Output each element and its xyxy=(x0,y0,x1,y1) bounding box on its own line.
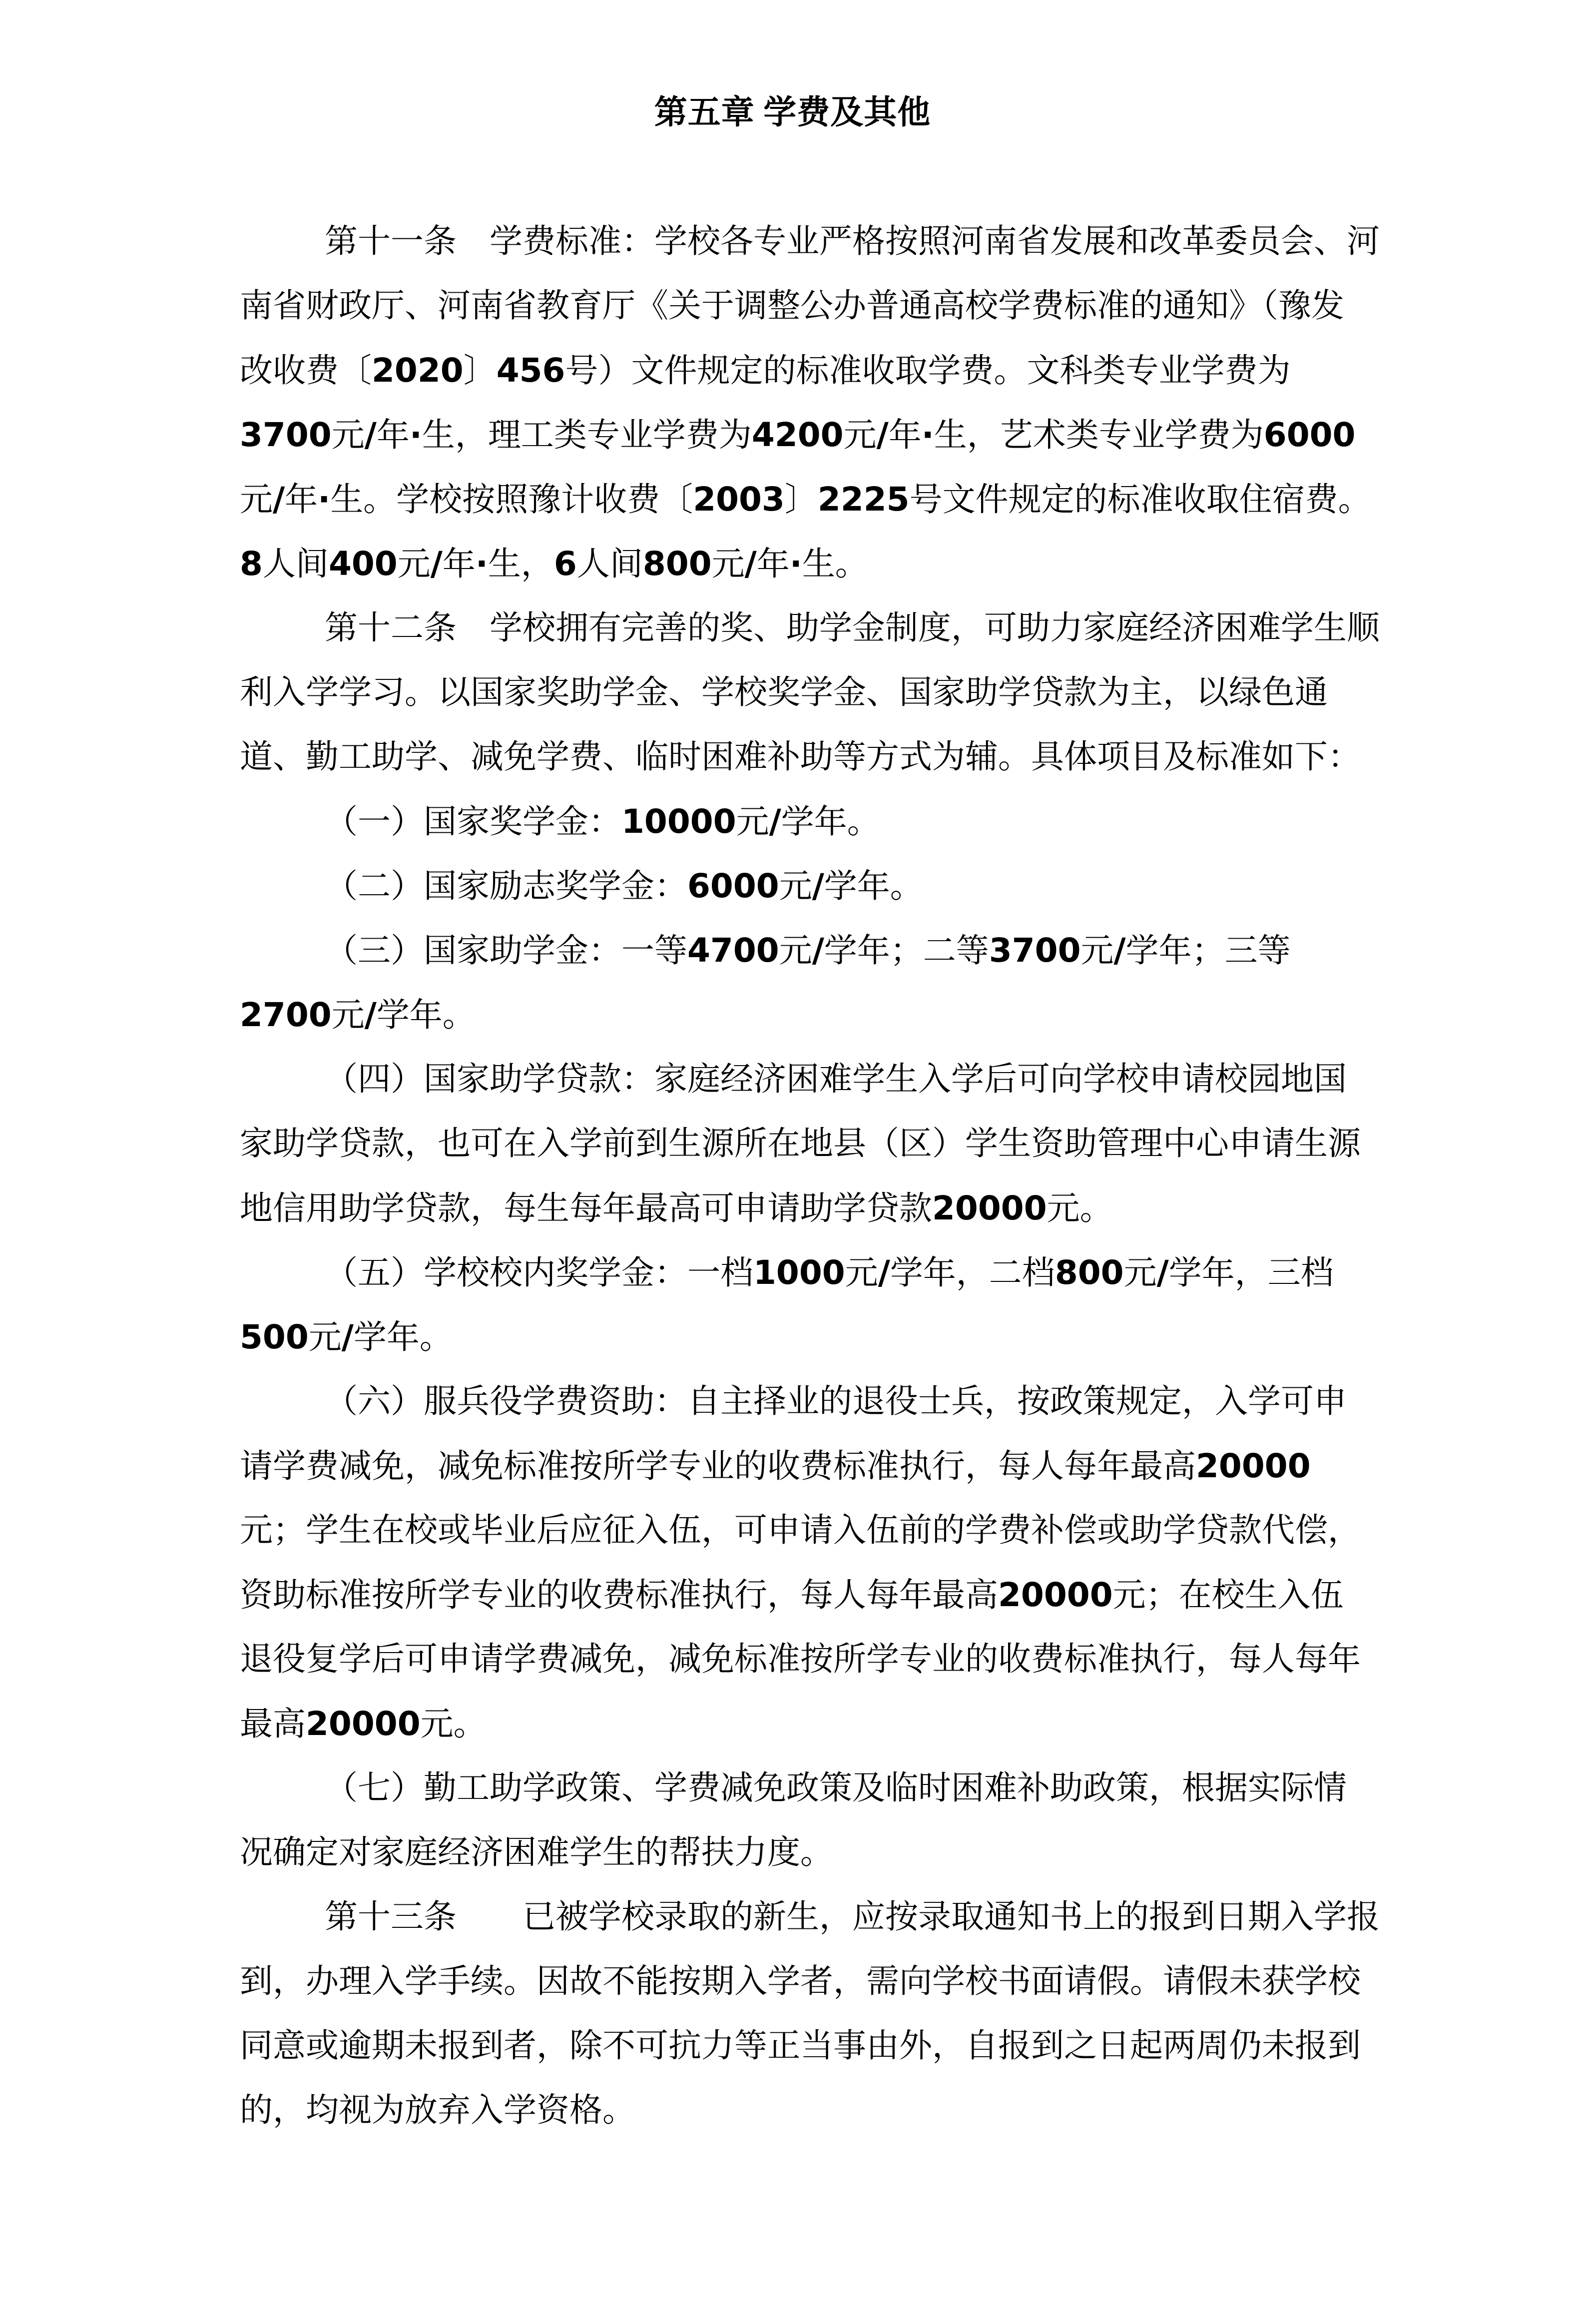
text-run: 人间 xyxy=(262,546,329,582)
text-run: 第十三条 已被学校录取的新生，应按录取通知书上的报到日期入学报 xyxy=(325,1899,1380,1935)
text-run: 年 xyxy=(888,417,922,454)
document-page xyxy=(0,80,1585,2324)
bold-number-run: · xyxy=(789,545,802,583)
bold-number-run: 8 xyxy=(240,545,263,583)
bold-number-run: 10000 xyxy=(621,802,736,841)
text-line xyxy=(240,983,1384,1047)
text-run: 元 xyxy=(397,546,431,582)
bold-number-run: 456 xyxy=(496,351,565,390)
bold-number-run: / xyxy=(812,867,824,905)
bold-number-run: 2003 xyxy=(693,480,785,519)
text-run: 元 xyxy=(843,417,877,454)
text-run: 生，艺术类专业学费为 xyxy=(934,417,1264,454)
text-run: 退役复学后可申请学费减免，减免标准按所学专业的收费标准执行，每人每年 xyxy=(240,1641,1361,1678)
text-run: 请学费减免，减免标准按所学专业的收费标准执行，每人每年最高 xyxy=(240,1448,1196,1485)
text-run: 最高 xyxy=(240,1706,306,1743)
text-run: 〕 xyxy=(463,353,497,389)
text-line xyxy=(240,1949,1384,2014)
bold-number-run: 800 xyxy=(1055,1253,1124,1292)
text-run: （二）国家励志奖学金： xyxy=(325,868,687,905)
text-run: 人间 xyxy=(576,546,643,582)
text-line xyxy=(240,1240,1384,1305)
text-run: 同意或逾期未报到者，除不可抗力等正当事由外，自报到之日起两周仍未报到 xyxy=(240,2028,1361,2064)
text-run: 元 xyxy=(779,868,812,905)
text-run: 学年。 xyxy=(376,997,476,1034)
text-run: 学年；三等 xyxy=(1125,933,1291,969)
text-run: 地信用助学贷款，每生每年最高可申请助学贷款 xyxy=(240,1190,932,1227)
text-line xyxy=(240,1305,1384,1369)
bold-number-run: / xyxy=(878,1253,890,1292)
text-run: 学年。 xyxy=(353,1319,453,1356)
text-run: 学年。 xyxy=(781,804,880,840)
text-run: （一）国家奖学金： xyxy=(325,804,621,840)
text-line xyxy=(240,1627,1384,1692)
text-line xyxy=(240,854,1384,918)
chapter-title: 第五章 学费及其他 xyxy=(654,94,931,131)
text-line xyxy=(240,1820,1384,1885)
bold-number-run: / xyxy=(364,416,377,454)
text-line xyxy=(240,467,1384,532)
text-run: 元 xyxy=(736,804,769,840)
text-line xyxy=(240,789,1384,854)
bold-number-run: 2700 xyxy=(240,996,332,1034)
bold-number-run: / xyxy=(876,416,889,454)
text-run: （七）勤工助学政策、学费减免政策及临时困难补助政策，根据实际情 xyxy=(325,1770,1347,1806)
text-run: 元 xyxy=(1080,933,1114,969)
bold-number-run: 3700 xyxy=(240,416,332,454)
text-run: 学年，二档 xyxy=(890,1255,1055,1291)
text-run: 南省财政厅、河南省教育厅《关于调整公办普通高校学费标准的通知》（豫发 xyxy=(240,288,1344,324)
text-run: （三）国家助学金：一等 xyxy=(325,933,687,969)
text-run: （六）服兵役学费资助：自主择业的退役士兵，按政策规定，入学可申 xyxy=(325,1383,1347,1420)
text-line xyxy=(240,1692,1384,1756)
text-line xyxy=(240,532,1384,596)
text-run: 生， xyxy=(488,546,554,582)
bold-number-run: 6000 xyxy=(1263,416,1356,454)
text-line xyxy=(240,596,1384,660)
text-run: 元 xyxy=(711,546,745,582)
bold-number-run: 800 xyxy=(642,545,712,583)
bold-number-run: / xyxy=(273,480,285,519)
text-run: （四）国家助学贷款：家庭经济困难学生入学后可向学校申请校园地国 xyxy=(325,1061,1347,1098)
text-line xyxy=(240,1563,1384,1627)
bold-number-run: 2225 xyxy=(817,480,910,519)
bold-number-run: / xyxy=(1113,931,1126,970)
bold-number-run: 20000 xyxy=(932,1189,1047,1227)
bold-number-run: / xyxy=(744,545,757,583)
text-run: 道、勤工助学、减免学费、临时困难补助等方式为辅。具体项目及标准如下： xyxy=(240,739,1361,775)
text-run: 改收费〔 xyxy=(240,353,372,389)
text-run: 〕 xyxy=(784,482,818,518)
text-line xyxy=(240,1434,1384,1498)
bold-number-run: 2020 xyxy=(372,351,464,390)
bold-number-run: 3700 xyxy=(989,931,1081,970)
text-line xyxy=(240,660,1384,725)
text-run: 第十一条 学费标准：学校各专业严格按照河南省发展和改革委员会、河 xyxy=(325,223,1380,260)
document-body xyxy=(240,209,1384,2143)
text-run: 元；学生在校或毕业后应征入伍，可申请入伍前的学费补偿或助学贷款代偿， xyxy=(240,1512,1361,1549)
bold-number-run: · xyxy=(409,416,422,454)
bold-number-run: 20000 xyxy=(1196,1447,1311,1485)
bold-number-run: / xyxy=(430,545,443,583)
text-run: 元。 xyxy=(1047,1190,1113,1227)
text-run: 元 xyxy=(308,1319,342,1356)
bold-number-run: · xyxy=(921,416,934,454)
text-line xyxy=(240,338,1384,403)
text-line xyxy=(240,1112,1384,1176)
text-run: 学年。 xyxy=(824,868,923,905)
text-run: 生。学校按照豫计收费〔 xyxy=(330,482,693,518)
text-run: 生。 xyxy=(802,546,868,582)
bold-number-run: 20000 xyxy=(306,1705,421,1743)
text-line xyxy=(240,274,1384,338)
text-line xyxy=(240,918,1384,983)
text-line xyxy=(240,1369,1384,1434)
bold-number-run: · xyxy=(318,480,331,519)
bold-number-run: / xyxy=(341,1318,354,1356)
text-run: 号文件规定的标准收取住宿费。 xyxy=(909,482,1371,518)
text-line xyxy=(240,1885,1384,1949)
text-run: 元 xyxy=(331,997,365,1034)
text-line xyxy=(240,1047,1384,1112)
text-run: 元 xyxy=(845,1255,878,1291)
bold-number-run: / xyxy=(769,802,781,841)
bold-number-run: / xyxy=(364,996,377,1034)
text-run: 元 xyxy=(779,933,812,969)
bold-number-run: 6000 xyxy=(687,867,779,905)
text-run: 资助标准按所学专业的收费标准执行，每人每年最高 xyxy=(240,1577,998,1614)
text-line xyxy=(240,403,1384,467)
text-run: 元；在校生入伍 xyxy=(1112,1577,1344,1614)
text-run: 元 xyxy=(240,482,273,518)
bold-number-run: · xyxy=(475,545,488,583)
text-run: 号）文件规定的标准收取学费。文科类专业学费为 xyxy=(565,353,1291,389)
bold-number-run: 400 xyxy=(328,545,398,583)
text-run: 元。 xyxy=(420,1706,487,1743)
text-run: 学年；二等 xyxy=(824,933,989,969)
text-run: 元 xyxy=(1123,1255,1157,1291)
text-run: 年 xyxy=(442,546,476,582)
text-run: 元 xyxy=(331,417,365,454)
bold-number-run: / xyxy=(812,931,824,970)
text-run: 学年，三档 xyxy=(1168,1255,1334,1291)
text-line xyxy=(240,2078,1384,2143)
text-run: 年 xyxy=(756,546,790,582)
text-run: 况确定对家庭经济困难学生的帮扶力度。 xyxy=(240,1834,833,1871)
bold-number-run: 4700 xyxy=(687,931,779,970)
text-line xyxy=(240,725,1384,789)
text-run: 生，理工类专业学费为 xyxy=(422,417,752,454)
text-run: 利入学学习。以国家奖助学金、学校奖学金、国家助学贷款为主，以绿色通 xyxy=(240,674,1328,711)
bold-number-run: 20000 xyxy=(998,1576,1113,1614)
text-run: 年 xyxy=(285,482,318,518)
text-line xyxy=(240,2014,1384,2078)
text-run: 家助学贷款，也可在入学前到生源所在地县（区）学生资助管理中心申请生源 xyxy=(240,1126,1361,1162)
bold-number-run: / xyxy=(1156,1253,1169,1292)
text-line xyxy=(240,1756,1384,1820)
text-line xyxy=(240,209,1384,274)
bold-number-run: 1000 xyxy=(753,1253,845,1292)
bold-number-run: 6 xyxy=(553,545,577,583)
text-line xyxy=(240,1498,1384,1563)
text-run: 年 xyxy=(376,417,410,454)
text-run: 到，办理入学手续。因故不能按期入学者，需向学校书面请假。请假未获学校 xyxy=(240,1963,1361,2000)
bold-number-run: 500 xyxy=(240,1318,309,1356)
text-run: 的，均视为放弃入学资格。 xyxy=(240,2092,635,2129)
bold-number-run: 4200 xyxy=(751,416,844,454)
text-run: （五）学校校内奖学金：一档 xyxy=(325,1255,753,1291)
text-line xyxy=(240,1176,1384,1240)
text-run: 第十二条 学校拥有完善的奖、助学金制度，可助力家庭经济困难学生顺 xyxy=(325,610,1380,646)
